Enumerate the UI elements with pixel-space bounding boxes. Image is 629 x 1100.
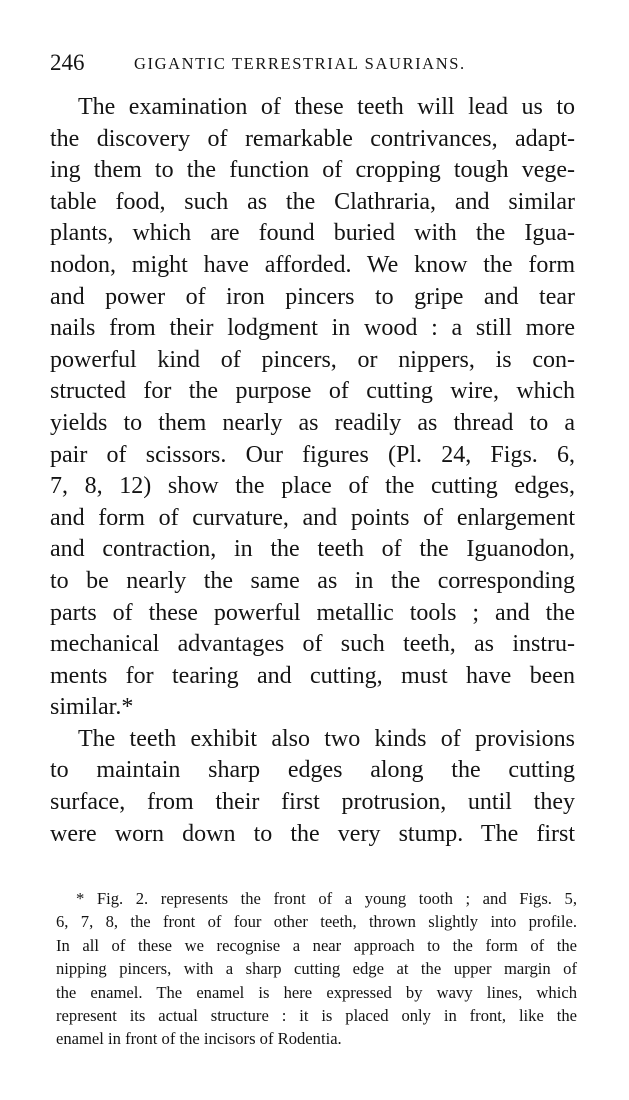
page-number: 246 [50, 50, 85, 75]
text-line: plants, which are found buried with the Igua- [50, 220, 575, 247]
paragraph-2 [50, 724, 575, 850]
text-line: parts of these powerful metallic tools ; and the [50, 599, 575, 626]
text-line: and power of iron pincers to gripe and tear [50, 283, 575, 310]
text-line: The teeth exhibit also two kinds of provisions [78, 725, 575, 752]
footnote-line: 6, 7, 8, the front of four other teeth, thrown slightly into profile. [56, 912, 577, 932]
text-line: pair of scissors. Our figures (Pl. 24, Figs. 6, [50, 441, 575, 468]
text-line: 7, 8, 12) show the place of the cutting edges, [50, 473, 575, 500]
text-line: ments for tearing and cutting, must have been [50, 662, 575, 689]
paragraph-1 [50, 92, 575, 724]
text-line: mechanical advantages of such teeth, as instru- [50, 631, 575, 658]
text-line: and form of curvature, and points of enlargement [50, 504, 575, 531]
body-text [50, 92, 575, 850]
text-line: table food, such as the Clathraria, and similar [50, 188, 575, 215]
footnote-line: the enamel. The enamel is here expressed by wavy lines, which [56, 982, 577, 1002]
text-line: ing them to the function of cropping tough vege- [50, 157, 575, 184]
text-line: nails from their lodgment in wood : a still more [50, 315, 575, 342]
footnote-line: nipping pincers, with a sharp cutting edge at the upper margin of [56, 959, 577, 979]
footnote-line: represent its actual structure : it is placed only in front, like the [56, 1005, 577, 1025]
text-line: the discovery of remarkable contrivances, adapt- [50, 125, 575, 152]
text-line: yields to them nearly as readily as thread to a [50, 409, 575, 436]
footnote-line: In all of these we recognise a near approach to the form of the [56, 935, 577, 955]
text-line: powerful kind of pincers, or nippers, is con- [50, 346, 575, 373]
text-line: were worn down to the very stump. The first [50, 820, 575, 847]
footnote-line: * Fig. 2. represents the front of a young tooth ; and Figs. 5, [76, 889, 577, 908]
text-line: structed for the purpose of cutting wire, which [50, 378, 575, 405]
running-title: GIGANTIC TERRESTRIAL SAURIANS. [134, 54, 466, 73]
text-line: and contraction, in the teeth of the Iguanodon, [50, 536, 575, 563]
text-line: nodon, might have afforded. We know the form [50, 251, 575, 278]
footnote [56, 887, 577, 1051]
running-header [50, 48, 590, 78]
footnote-line: enamel in front of the incisors of Rodentia. [56, 1029, 342, 1049]
text-line: to maintain sharp edges along the cutting [50, 757, 575, 784]
text-line: surface, from their first protrusion, until they [50, 789, 575, 816]
footnote-reference-line: similar.* [50, 694, 134, 721]
text-line: The examination of these teeth will lead us to [78, 94, 575, 120]
text-line: to be nearly the same as in the corresponding [50, 567, 575, 594]
